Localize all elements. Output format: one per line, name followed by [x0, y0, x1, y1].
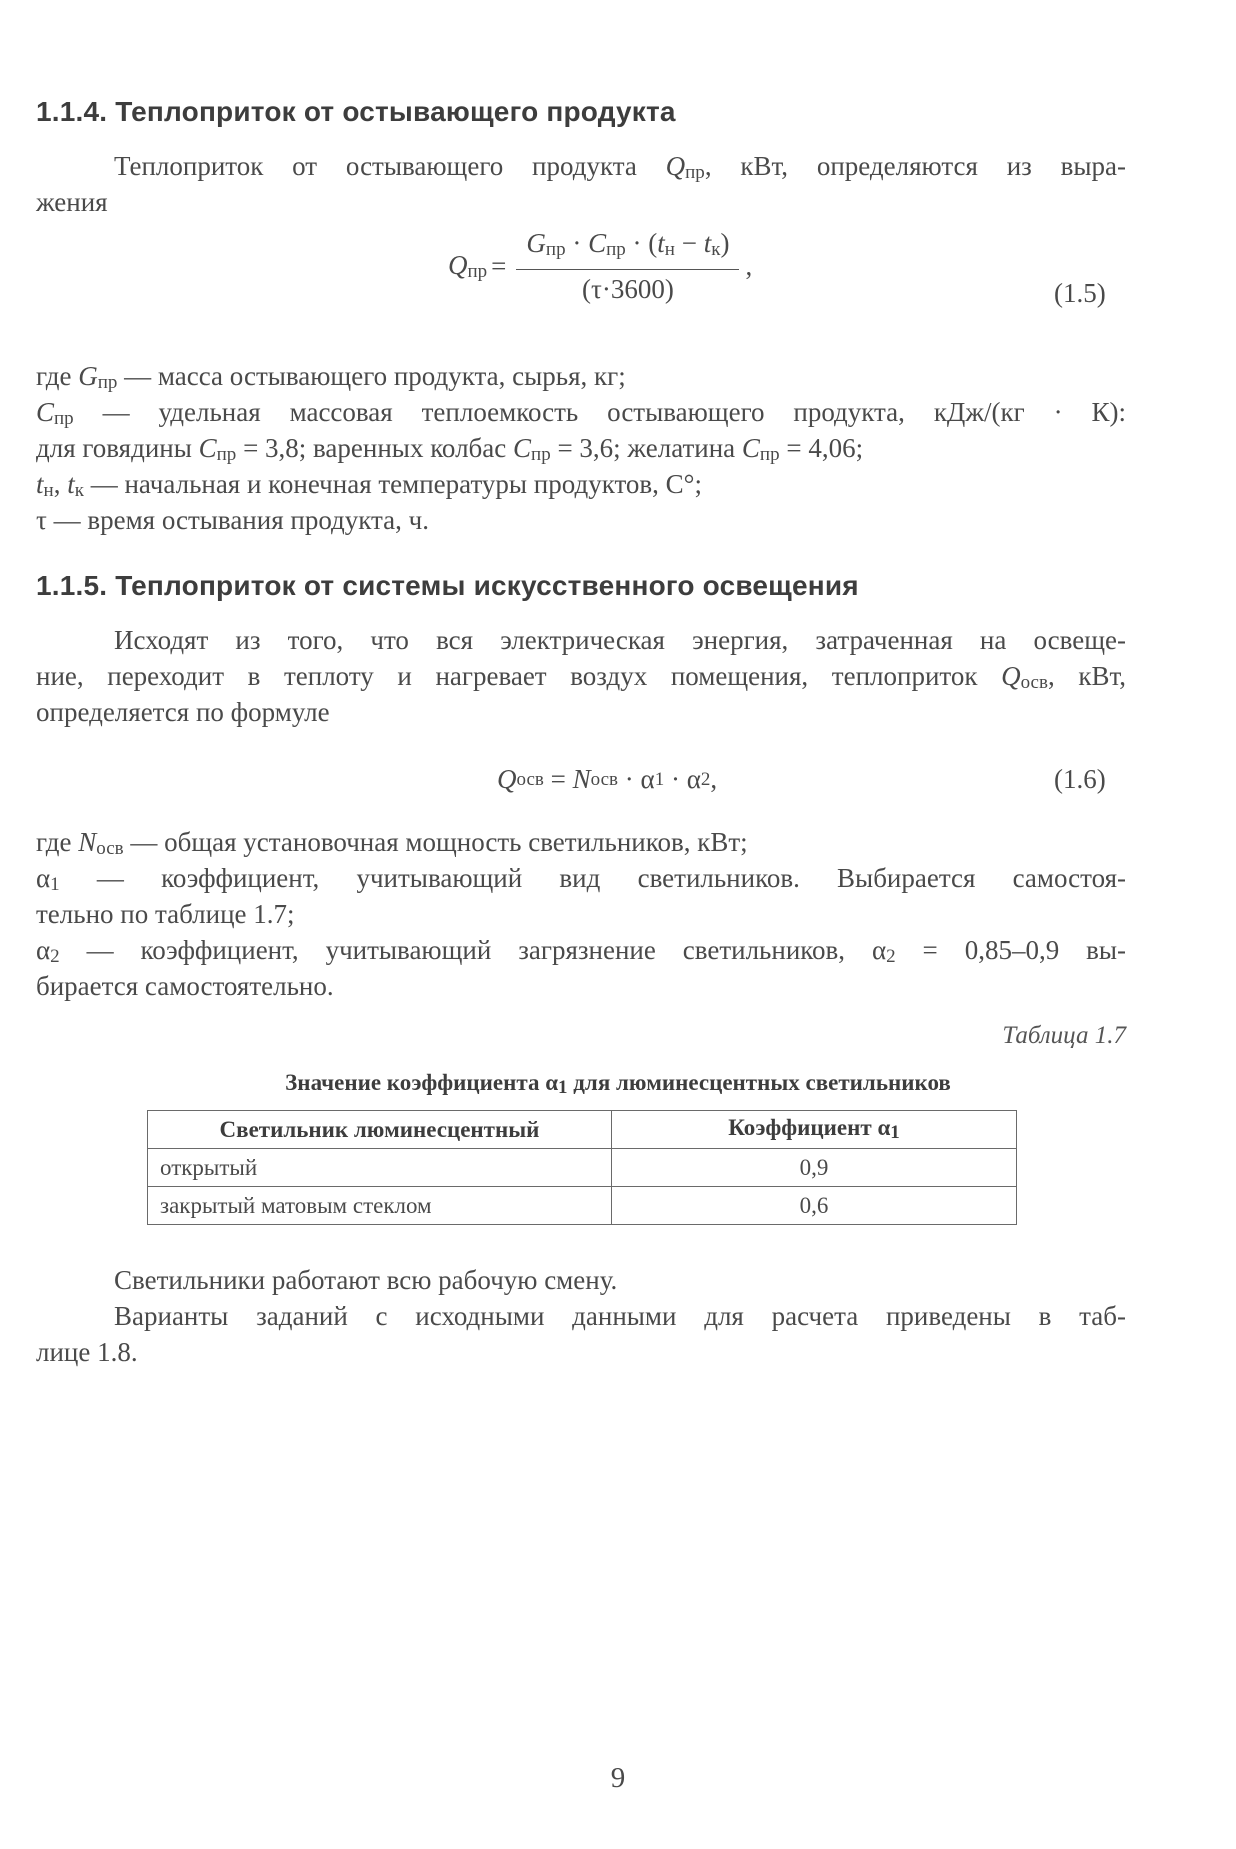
table-header-row — [148, 1111, 1017, 1149]
page-number: 9 — [610, 1762, 626, 1794]
coefficient-table — [147, 1110, 1017, 1225]
table-row — [148, 1187, 1017, 1225]
section-heading-1-1-5: 1.1.5. Теплоприток от системы искусственного освещения — [36, 570, 859, 601]
closing-line-1: Светильники работают всю рабочую смену. — [114, 1265, 618, 1295]
section-5-intro-line-1: Исходят из того, что вся электрическая энергия, затраченная на освеще- — [114, 625, 1126, 655]
table-cell-type: закрытый матовым стеклом — [148, 1187, 612, 1225]
section-heading-1-1-4: 1.1.4. Теплоприток от остывающего продукта — [36, 96, 676, 127]
table-title: Значение коэффициента α1 для люминесцентных светильников — [285, 1070, 951, 1098]
closing-line-3: лице 1.8. — [36, 1337, 138, 1367]
table-header-lamp: Светильник люминесцентный — [148, 1111, 612, 1149]
where-item-alpha1: α1 — коэффициент, учитывающий вид светильников. Выбирается самостоя- — [36, 863, 1126, 895]
where-item-N: где Nосв — общая установочная мощность светильников, кВт; — [36, 827, 748, 859]
table-row — [148, 1149, 1017, 1187]
where-item-C: Cпр — удельная массовая теплоемкость остывающего продукта, кДж/(кг · К): — [36, 397, 1126, 429]
equation-number-1-5: (1.5) — [1054, 278, 1106, 308]
section-5-intro-line-2: ние, переходит в теплоту и нагревает воздух помещения, теплоприток Qосв, кВт, — [36, 661, 1126, 693]
formula-1-5-fraction — [516, 228, 739, 304]
section-5-intro-line-3: определяется по формуле — [36, 697, 330, 727]
table-cell-value: 0,9 — [612, 1149, 1017, 1187]
where-item-alpha1-cont: тельно по таблице 1.7; — [36, 899, 295, 929]
table-cell-value: 0,6 — [612, 1187, 1017, 1225]
where-item-alpha2: α2 — коэффициент, учитывающий загрязнение светильников, α2 = 0,85–0,9 вы- — [36, 935, 1127, 967]
closing-line-2: Варианты заданий с исходными данными для расчета приведены в таб- — [114, 1301, 1126, 1331]
formula-1-5: Qпр = $\frac{\text{Gпр · Cпр · (tн − tк)}}{(\tau\cdot 3600)}$ , — [448, 228, 753, 304]
formula-1-5-denominator: (τ·3600) — [582, 274, 674, 304]
where-item-alpha2-cont: бирается самостоятельно. — [36, 971, 334, 1001]
equation-number-1-6: (1.6) — [1054, 764, 1106, 794]
where-item-G: где Gпр — масса остывающего продукта, сырья, кг; — [36, 361, 626, 393]
formula-1-5-numerator: Gпр · Cпр · (tн − tк) — [516, 228, 739, 270]
where-item-t: tн, tк — начальная и конечная температуры продуктов, С°; — [36, 469, 702, 501]
table-reference: Таблица 1.7 — [1002, 1022, 1126, 1049]
section-4-intro-line-1: Теплоприток от остывающего продукта Qпр, кВт, определяются из выра- — [114, 151, 1126, 183]
where-item-tau: τ — время остывания продукта, ч. — [36, 505, 429, 535]
formula-1-6: Q осв = N осв · α 1 · α 2 , — [497, 764, 718, 794]
table-header-coefficient: Коэффициент α1 — [612, 1111, 1017, 1149]
section-4-intro-line-2: жения — [36, 187, 108, 217]
table-cell-type: открытый — [148, 1149, 612, 1187]
where-item-C-values: для говядины Cпр = 3,8; варенных колбас Cпр = 3,6; желатина Cпр = 4,06; — [36, 433, 864, 465]
